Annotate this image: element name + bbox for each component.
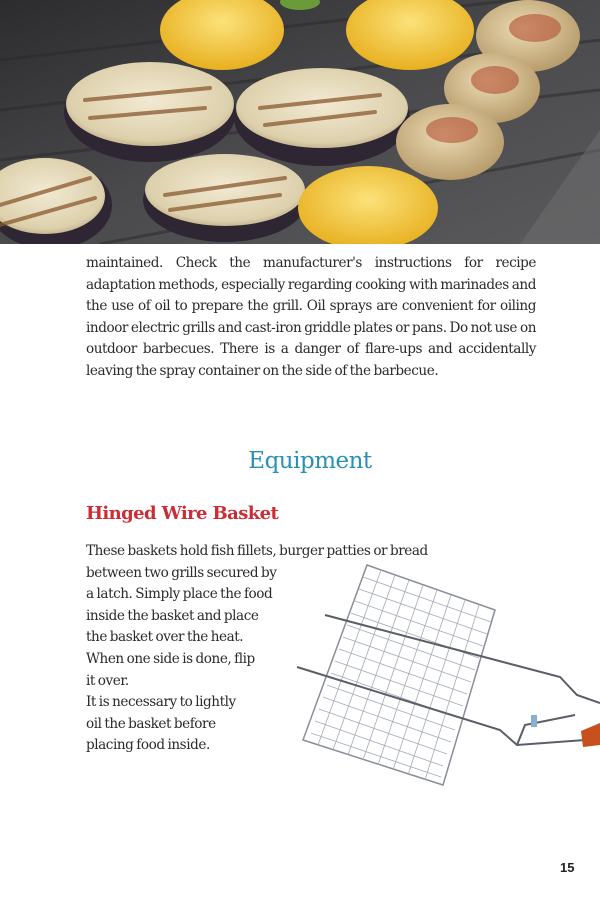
basket-text-line: between two grills secured by bbox=[86, 564, 277, 581]
wire-basket-image bbox=[285, 555, 600, 795]
basket-text-line: When one side is done, flip bbox=[86, 650, 255, 667]
basket-text-line: placing food inside. bbox=[86, 737, 210, 754]
wire-basket-icon bbox=[285, 555, 600, 795]
hero-photo-grilled-vegetables bbox=[0, 0, 600, 244]
section-title-equipment: Equipment bbox=[248, 448, 372, 474]
basket-text-line: the basket over the heat. bbox=[86, 629, 244, 646]
basket-text-line: It is necessary to lightly bbox=[86, 694, 236, 711]
basket-text-line: These baskets hold fish fillets, burger patties or bread bbox=[86, 543, 428, 559]
body-paragraph: maintained. Check the manufacturer's instructions for recipe adaptation methods, especially regarding cooking with marinades and the use of oil to prepare the grill. Oil sprays are convenient for oiling indoor electric grills and cast-iron griddle plates or pans. Do not use on outdoor barbecues. There is a danger of flare-ups and accidentally leaving the spray container on the side of the barbecue. bbox=[86, 255, 536, 379]
basket-text-line: inside the basket and place bbox=[86, 607, 259, 624]
grilled-vegetables-illustration bbox=[0, 0, 600, 244]
basket-text-line: a latch. Simply place the food bbox=[86, 586, 273, 603]
subsection-title-hinged-wire-basket: Hinged Wire Basket bbox=[86, 503, 279, 524]
basket-text-line: oil the basket before bbox=[86, 715, 216, 732]
page-number: 15 bbox=[560, 860, 575, 875]
basket-text-line: it over. bbox=[86, 672, 129, 689]
